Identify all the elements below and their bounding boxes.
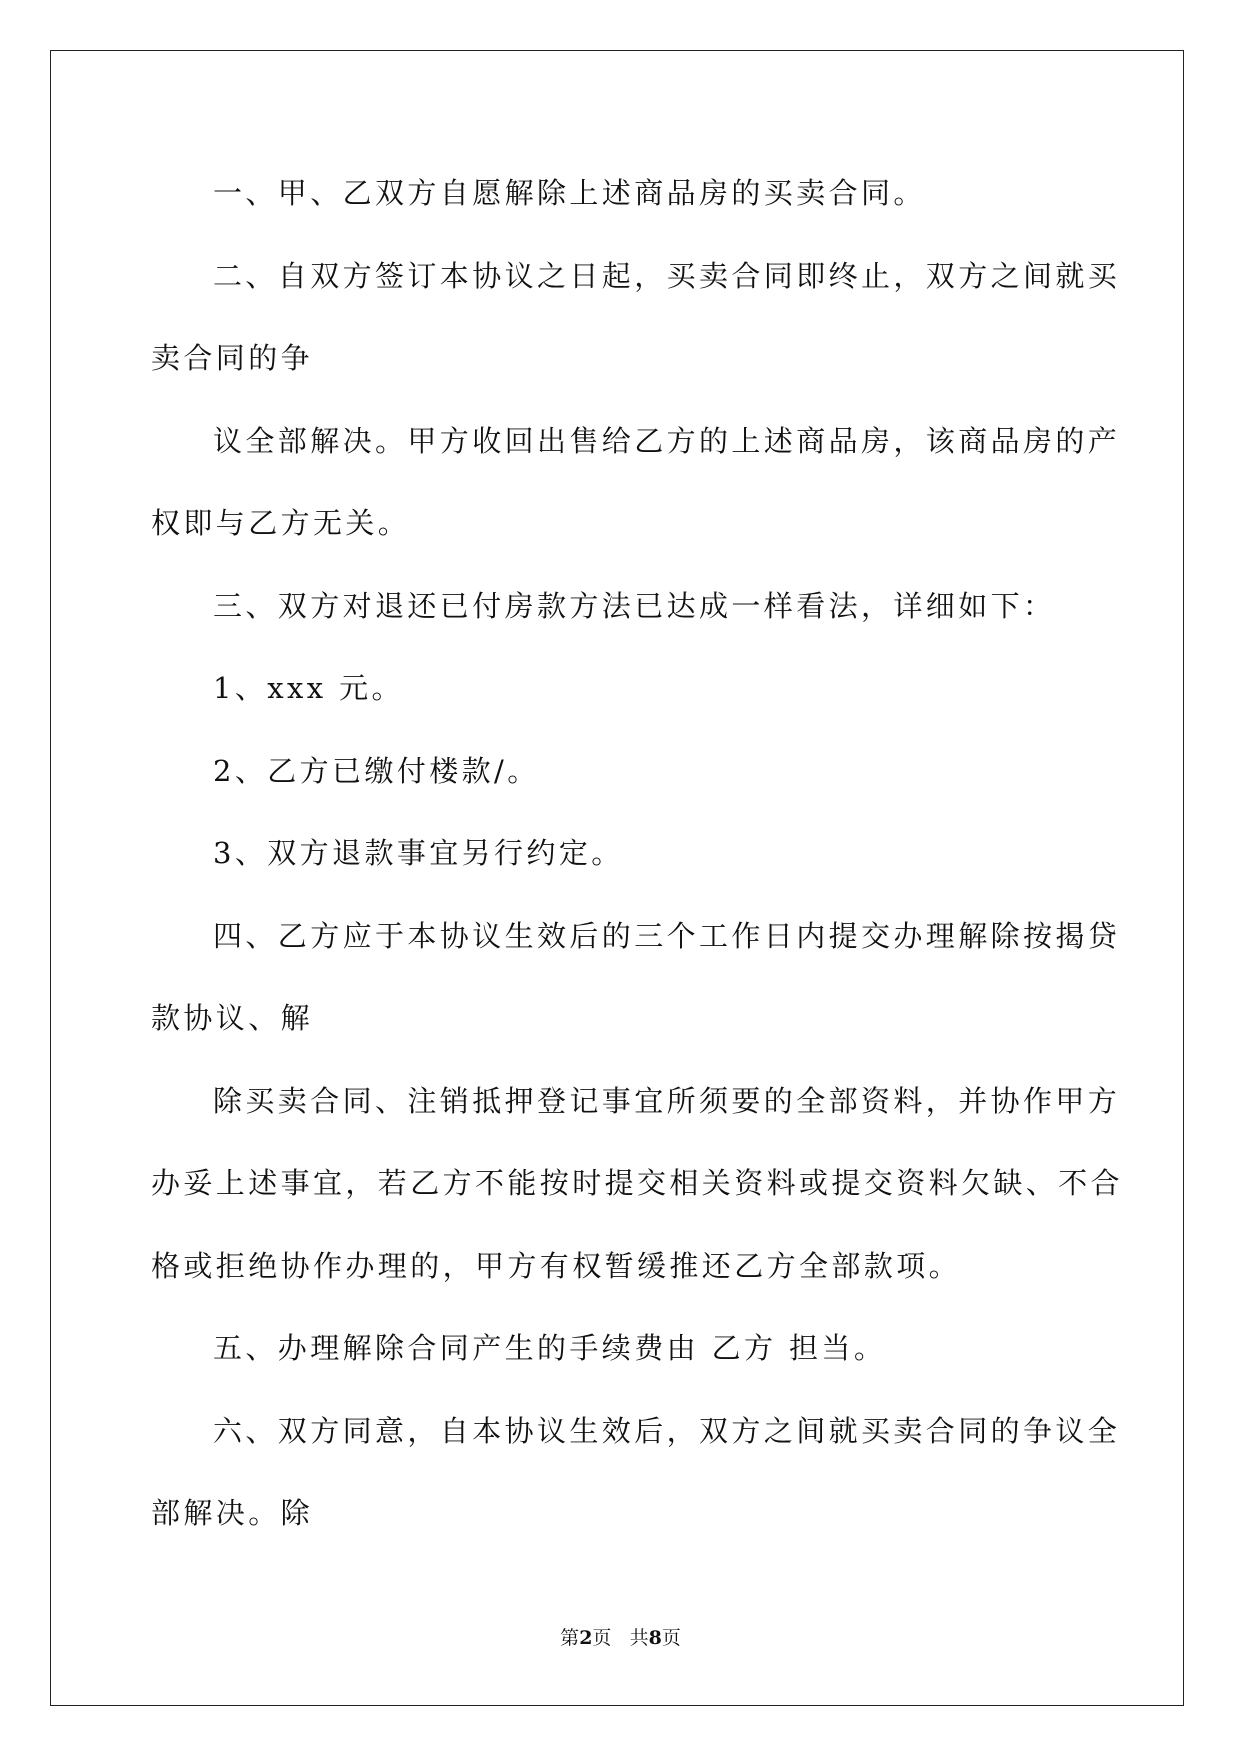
- paragraph-line-7: 1、xxx 元。: [213, 671, 404, 705]
- page-footer: [0, 1623, 1241, 1650]
- paragraph-line-6: 三、双方对退还已付房款方法已达成一样看法，详细如下：: [213, 589, 1056, 623]
- paragraph-line-13: 办妥上述事宜，若乙方不能按时提交相关资料或提交资料欠缺、不合: [151, 1166, 1124, 1200]
- paragraph-line-5: 权即与乙方无关。: [151, 506, 411, 540]
- paragraph-line-16: 六、双方同意，自本协议生效后，双方之间就买卖合同的争议全: [213, 1414, 1121, 1448]
- footer-page-suffix: 页: [592, 1627, 612, 1649]
- page-border: [50, 50, 1184, 1706]
- paragraph-line-11: 款协议、解: [151, 1001, 314, 1035]
- paragraph-line-14: 格或拒绝协作办理的，甲方有权暂缓推还乙方全部款项。: [151, 1249, 962, 1283]
- paragraph-line-2: 二、自双方签订本协议之日起，买卖合同即终止，双方之间就买: [213, 259, 1121, 293]
- footer-total-suffix: 页: [661, 1627, 681, 1649]
- paragraph-line-3: 卖合同的争: [151, 341, 314, 375]
- paragraph-line-17: 部解决。除: [151, 1496, 314, 1530]
- paragraph-line-12: 除买卖合同、注销抵押登记事宜所须要的全部资料，并协作甲方: [213, 1084, 1121, 1118]
- footer-total-prefix: 共: [629, 1627, 649, 1649]
- paragraph-line-4: 议全部解决。甲方收回出售给乙方的上述商品房，该商品房的产: [213, 424, 1121, 458]
- footer-page-number: 2: [579, 1627, 593, 1649]
- paragraph-line-8: 2、乙方已缴付楼款/。: [213, 754, 540, 788]
- paragraph-line-15: 五、办理解除合同产生的手续费由 乙方 担当。: [213, 1331, 887, 1365]
- paragraph-line-1: 一、甲、乙双方自愿解除上述商品房的买卖合同。: [213, 176, 926, 210]
- footer-total-pages: 8: [648, 1627, 662, 1649]
- paragraph-line-9: 3、双方退款事宜另行约定。: [213, 836, 624, 870]
- paragraph-line-10: 四、乙方应于本协议生效后的三个工作日内提交办理解除按揭贷: [213, 919, 1121, 953]
- footer-page-prefix: 第: [560, 1627, 580, 1649]
